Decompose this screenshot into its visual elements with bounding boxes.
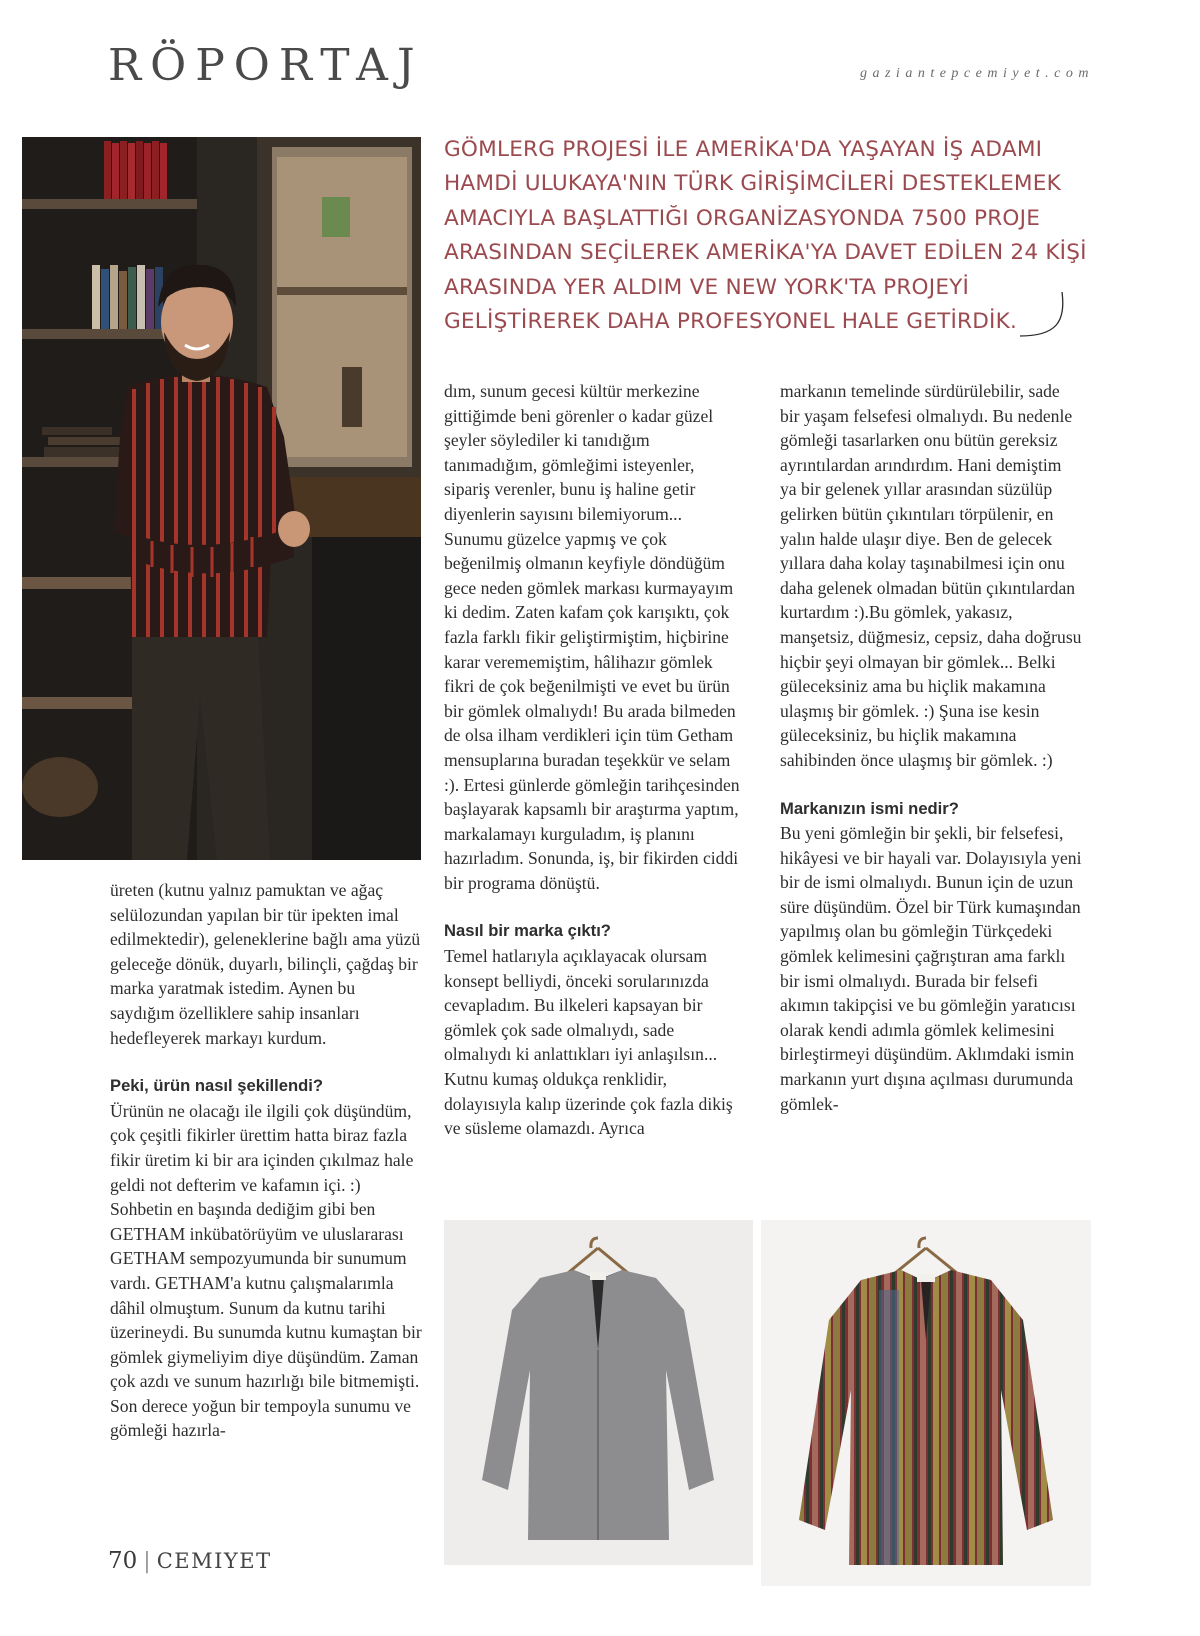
paragraph: üreten (kutnu yalnız pamuktan ve ağaç selülozundan yapılan bir tür ipekten imal edilmektedir), geleneklerine bağlı ama yüzü geleceğe dönük, duyarlı, bilinçli, çağdaş bir marka yaratmak istedim. Aynen bu saydığım özelliklere sahip insanları hedefleyerek markayı kurdum.: [110, 880, 421, 1048]
section-title: RÖPORTAJ: [108, 40, 424, 91]
article-column-1: [110, 878, 422, 1443]
article-column-2: [444, 379, 744, 1141]
grey-shirt-photo: [444, 1220, 753, 1565]
article-column-3: [780, 379, 1082, 1116]
paragraph: dım, sunum gecesi kültür merkezine gittiğimde beni görenler o kadar güzel şeyler söylediler ki tanıdığım tanımadığım, gömleğimi isteyenler, sipariş verenler, bunu iş haline getir diyenlerin sayısını bilemiyorum...: [444, 381, 714, 524]
paragraph: Temel hatlarıyla açıklayacak olursam konsept belliydi, önceki sorularınızda cevapladım. Bu ilkeleri kapsayan bir gömlek çok sade olmalıydı, sade olmalıydı ki anlattıkları iyi anlaşılsın... Kutnu kumaş oldukça renklidir, dolayısıyla kalıp üzerinde çok fazla dikiş ve süsleme olamazdı. Ayrıca: [444, 946, 733, 1139]
footer-separator: |: [143, 1549, 151, 1574]
magazine-name: CEMIYET: [156, 1549, 272, 1573]
paragraph: Ürünün ne olacağı ile ilgili çok düşündüm, çok çeşitli fikirler ürettim hatta biraz fazla fikir üretim ki bir ara içinden çıkılmaz hale geldi not defterim ve kafamın içi. :): [110, 1100, 414, 1195]
pull-quote: GÖMLERG PROJESİ İLE AMERİKA'DA YAŞAYAN İŞ ADAMI HAMDİ ULUKAYA'NIN TÜRK GİRİŞİMCİLERİ DESTEKLEMEK AMACIYLA BAŞLATTIĞI ORGANİZASYONDA 7500 PROJE ARASINDAN SEÇİLEREK AMERİKA'YA DAVET EDİLEN 24 KİŞİ ARASINDA YER ALDIM VE NEW YORK'TA PROJEYİ GELİŞTİREREK DAHA PROFESYONEL HALE GETİRDİK.: [444, 137, 1087, 335]
question-heading: Markanızın ismi nedir?: [780, 798, 959, 818]
paragraph: Bu yeni gömleğin bir şekli, bir felsefesi, hikâyesi ve bir hayali var. Dolayısıyla yeni bir de ismi olmalıydı. Bunun için de uzun süre düşündüm. Özel bir Türk kumaşından yapılmış olan bu gömleğin Türkçedeki gömlek kelimesini çağrıştıran ama farklı bir ismi olmalıydı. Burada bir felsefi akımın takipçisi ve bu gömleğin yaratıcısı olarak kendi adımla gömlek kelimesini birleştirmeyi düşündüm. Aklımdaki ismin markanın yurt dışına açılması durumunda gömlek-: [780, 823, 1082, 1114]
page-footer: [108, 1548, 272, 1575]
page-number: 70: [108, 1548, 138, 1574]
striped-shirt-photo: [761, 1220, 1091, 1586]
question-heading: Peki, ürün nasıl şekillendi?: [110, 1076, 324, 1096]
question-heading: Nasıl bir marka çıktı?: [444, 921, 611, 941]
site-url[interactable]: gaziantepcemiyet.com: [859, 66, 1094, 81]
paragraph: Sunumu güzelce yapmış ve çok beğenilmiş olmanın keyfiyle döndüğüm gece neden gömlek markası kurmayayım ki dedim. Zaten kafam çok karışıktı, çok fazla farklı fikir geliştirmiştim, hiçbirine karar verememiştim, hâlihazır gömlek fikri de çok beğenilmişti ve evet bu ürün bir gömlek olmalıydı! Bu arada bilmeden de olsa ilham verdikleri için tüm Getham mensuplarına buradan teşekkür ve selam :). Ertesi günlerde gömleğin tarihçesinden başlayarak kapsamlı bir araştırma yaptım, markalamayı kurguladım, iş planını hazırladım. Sonunda, iş, bir fikirden ciddi bir programa dönüştü.: [444, 528, 740, 893]
quote-decoration: [1018, 292, 1078, 344]
paragraph: Sohbetin en başında dediğim gibi ben GETHAM inkübatörüyüm ve uluslararası GETHAM sempozyumunda bir sunumum vardı. GETHAM'a kutnu çalışmalarımla dâhil olmuştum. Sunum da kutnu tarihi üzerineydi. Bu sunumda kutnu kumaştan bir gömlek giymeliyim diye düşündüm. Zaman çok azdı ve sunum hazırlığı bile bitmemişti. Son derece yoğun bir tempoyla sunumu ve gömleği hazırla-: [110, 1199, 422, 1441]
paragraph: markanın temelinde sürdürülebilir, sade bir yaşam felsefesi olmalıydı. Bu nedenle gömleği tasarlarken onu bütün gereksiz ayrıntılardan arındırdım. Hani demiştim ya bir gelenek yıllar arasından süzülüp gelirken bütün çıkıntıları törpülenir, en yalın halde ulaşır diye. Ben de gelecek yıllara daha kolay taşınabilmesi için onu daha gelenek olmadan bütün çıkıntılardan kurtardım :).Bu gömlek, yakasız, manşetsiz, düğmesiz, cepsiz, daha doğrusu hiçbir şeyi olmayan bir gömlek... Belki güleceksiniz ama bu hiçlik makamına ulaşmış bir gömlek. :) Şuna ise kesin güleceksiniz, bu hiçlik makamına sahibinden önce ulaşmış bir gömlek. :): [780, 381, 1082, 770]
portrait-photo: [22, 137, 421, 860]
